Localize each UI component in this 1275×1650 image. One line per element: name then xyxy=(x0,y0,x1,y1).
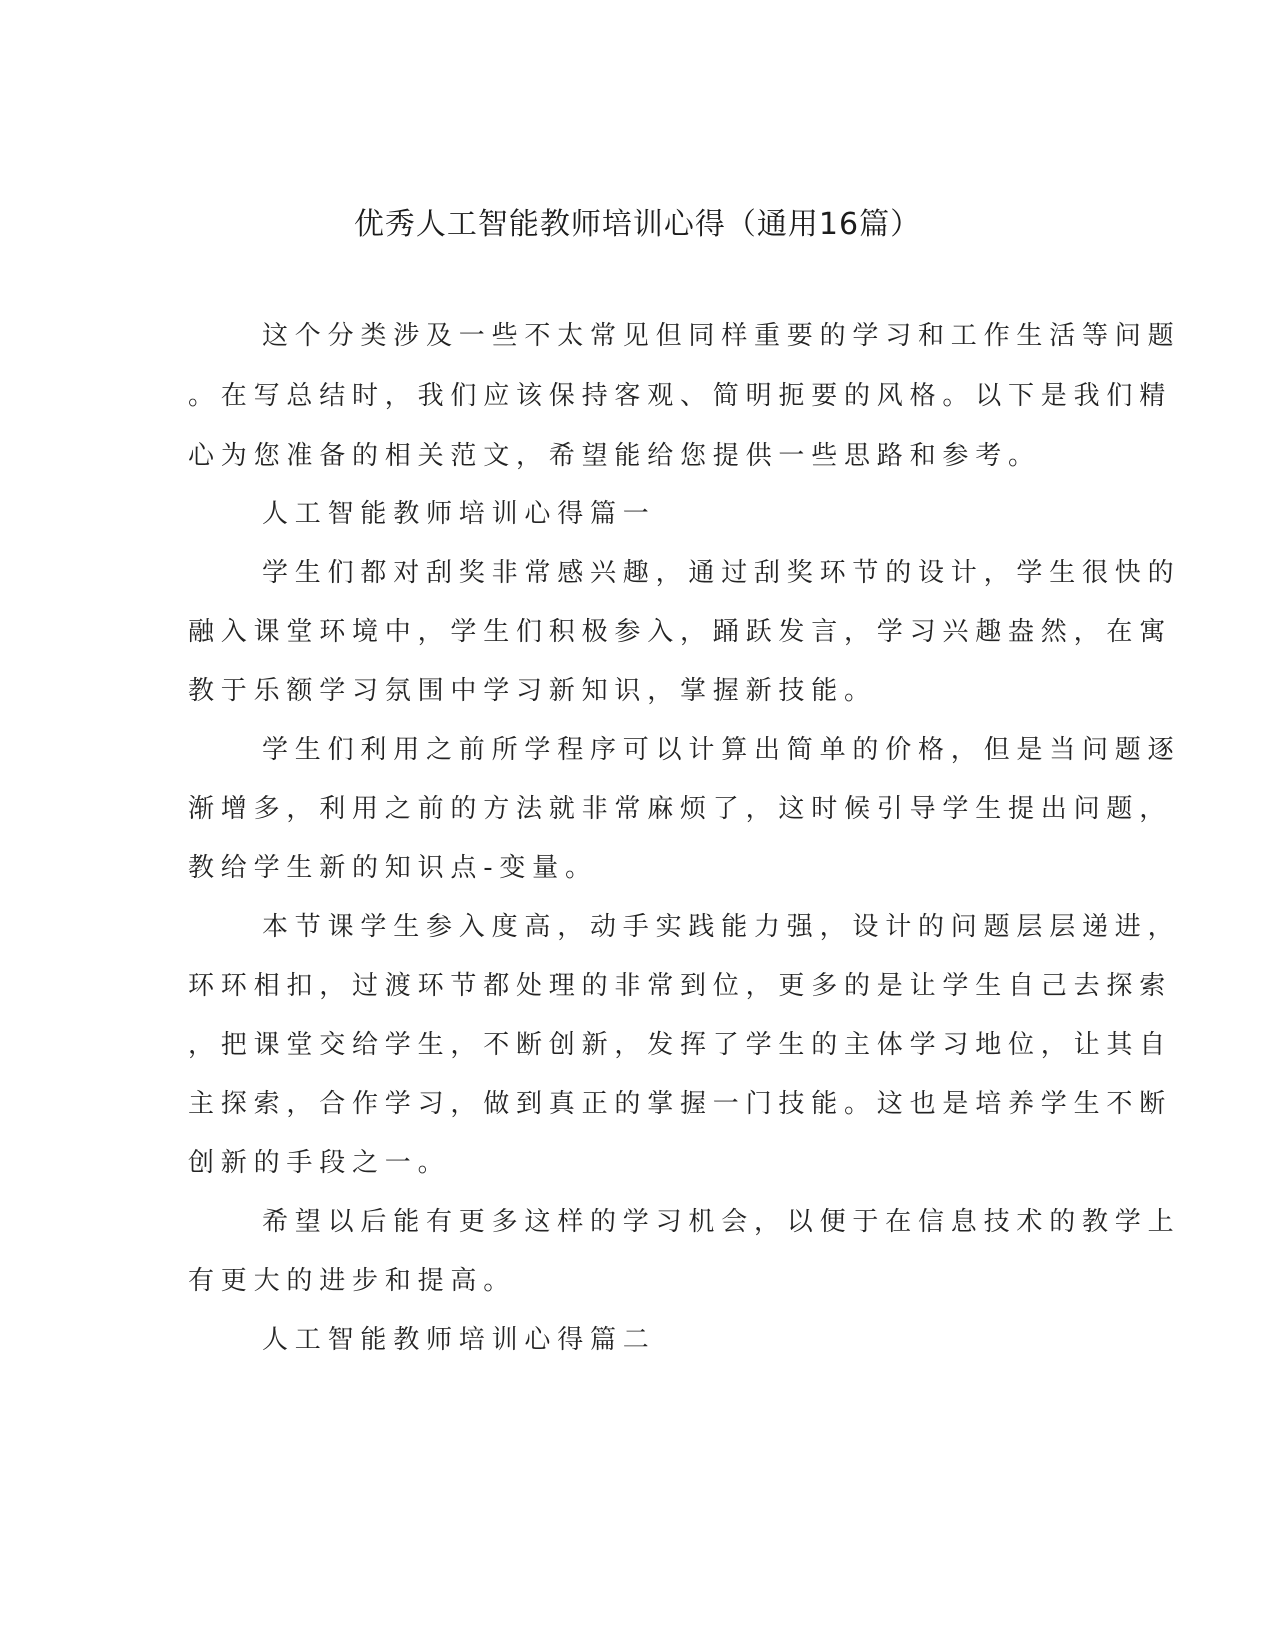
paragraph-line: 渐增多，利用之前的方法就非常麻烦了，这时候引导学生提出问题， xyxy=(188,794,1173,824)
document-title: 优秀人工智能教师培训心得（通用16篇） xyxy=(353,207,922,242)
paragraph-line: 希望以后能有更多这样的学习机会，以便于在信息技术的教学上 xyxy=(262,1207,1181,1237)
paragraph-line: 本节课学生参入度高，动手实践能力强，设计的问题层层递进， xyxy=(262,912,1181,942)
paragraph-line: 教给学生新的知识点-变量。 xyxy=(188,853,598,883)
paragraph-line: 创新的手段之一。 xyxy=(188,1148,451,1178)
section-heading: 人工智能教师培训心得篇一 xyxy=(262,499,656,529)
paragraph-line: 有更大的进步和提高。 xyxy=(188,1266,517,1296)
paragraph-line: 学生们都对刮奖非常感兴趣，通过刮奖环节的设计，学生很快的 xyxy=(262,558,1181,588)
paragraph-line: 教于乐额学习氛围中学习新知识，掌握新技能。 xyxy=(188,676,877,706)
paragraph-line: 环环相扣，过渡环节都处理的非常到位，更多的是让学生自己去探索 xyxy=(188,971,1173,1001)
paragraph-line: 学生们利用之前所学程序可以计算出简单的价格，但是当问题逐 xyxy=(262,735,1181,765)
paragraph-line: 。在写总结时，我们应该保持客观、简明扼要的风格。以下是我们精 xyxy=(188,381,1173,411)
section-heading: 人工智能教师培训心得篇二 xyxy=(262,1325,656,1355)
paragraph-line: 主探索，合作学习，做到真正的掌握一门技能。这也是培养学生不断 xyxy=(188,1089,1173,1119)
paragraph-line: 心为您准备的相关范文，希望能给您提供一些思路和参考。 xyxy=(188,441,1041,471)
paragraph-line: 融入课堂环境中，学生们积极参入，踊跃发言，学习兴趣盎然，在寓 xyxy=(188,617,1173,647)
paragraph-line: ，把课堂交给学生，不断创新，发挥了学生的主体学习地位，让其自 xyxy=(188,1030,1173,1060)
paragraph-line: 这个分类涉及一些不太常见但同样重要的学习和工作生活等问题 xyxy=(262,321,1181,351)
